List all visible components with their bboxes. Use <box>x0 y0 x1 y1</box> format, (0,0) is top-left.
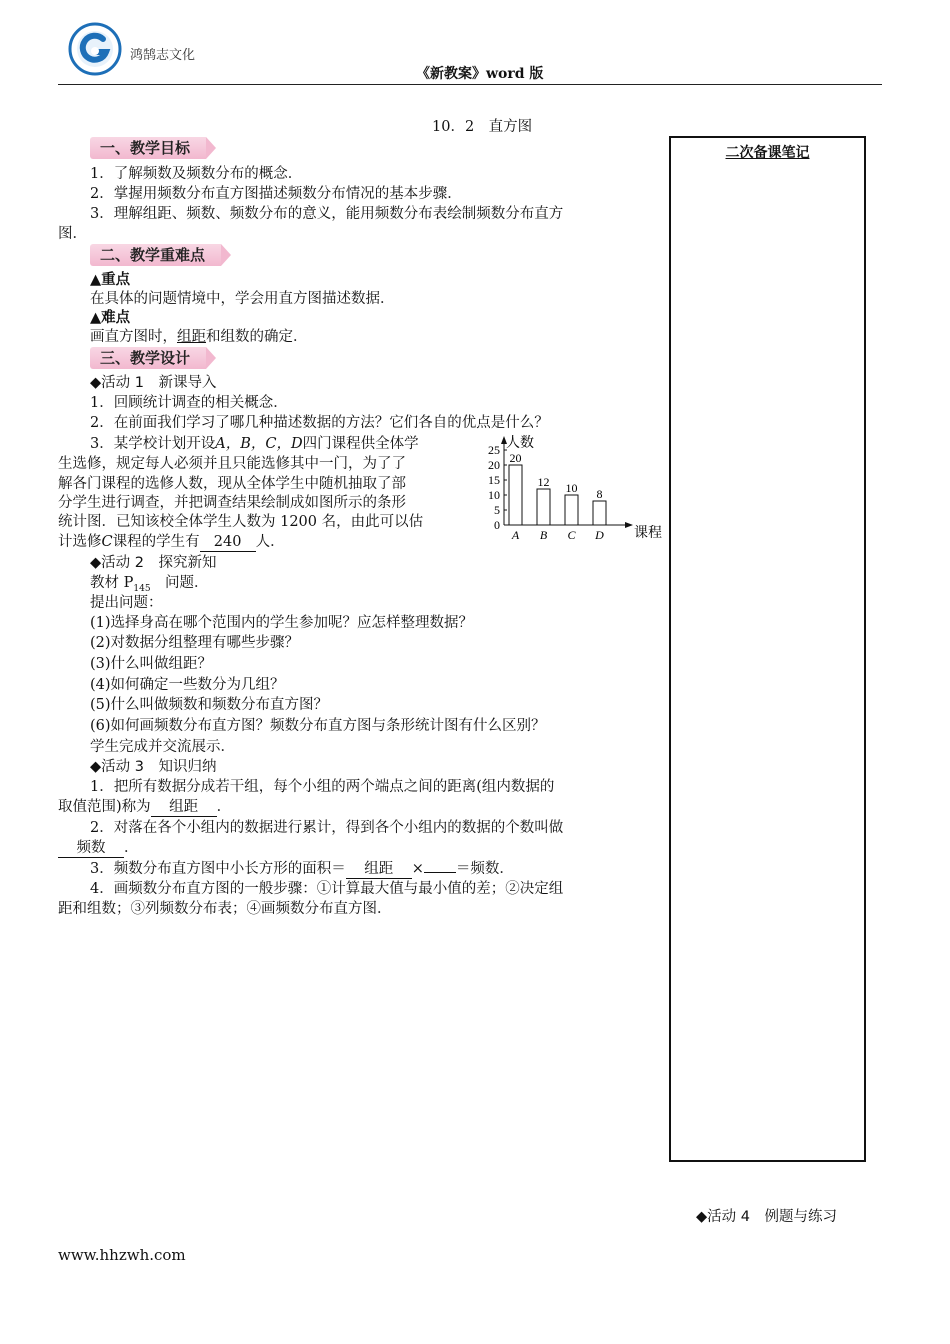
activity2-title: ◆活动 2 探究新知 <box>90 555 217 571</box>
goal-item: 图． <box>58 226 87 242</box>
bar <box>593 501 606 525</box>
x-tick-label: A <box>511 528 520 542</box>
section-heading-goals: 一、教学目标 <box>90 137 206 159</box>
ask-label: 提出问题： <box>90 595 163 611</box>
y-tick-label: 25 <box>488 443 500 457</box>
y-tick-label: 20 <box>488 458 500 472</box>
difficulty-label: ▲难点 <box>90 310 131 326</box>
x-tick-label: D <box>595 528 604 542</box>
answer-blank: 组距 <box>346 861 412 879</box>
activity1-q3-line: 分学生进行调查，并把调查结果绘制成如图所示的条形 <box>58 495 406 511</box>
y-tick-label: 10 <box>488 488 500 502</box>
summary-item: 频数 ． <box>58 838 139 858</box>
x-tick-label: B <box>539 528 548 542</box>
company-logo <box>68 22 122 76</box>
brand-name: 鸿鹄志文化 <box>130 48 196 63</box>
question-item: (1)选择身高在哪个范围内的学生参加呢？应怎样整理数据？ <box>90 615 474 631</box>
activity1-q1: 1．回顾统计调查的相关概念． <box>90 395 288 411</box>
focus-text: 在具体的问题情境中，学会用直方图描述数据． <box>90 291 395 307</box>
x-axis-arrow <box>625 522 633 528</box>
answer-blank: 频数 <box>58 840 124 858</box>
question-item: (2)对数据分组整理有哪些步骤？ <box>90 635 300 651</box>
activity3-title: ◆活动 3 知识归纳 <box>90 759 217 775</box>
question-item: (6)如何画频数分布直方图？频数分布直方图与条形统计图有什么区别？ <box>90 718 546 734</box>
bar <box>565 495 578 525</box>
goal-item: 2．掌握用频数分布直方图描述频数分布情况的基本步骤． <box>90 186 462 202</box>
summary-item: 1．把所有数据分成若干组，每个小组的两个端点之间的距离(组内数据的 <box>90 779 555 795</box>
goal-item: 1．了解频数及频数分布的概念． <box>90 166 303 182</box>
difficulty-text: 画直方图时，组距和组数的确定． <box>90 329 308 345</box>
summary-item: 4．画频数分布直方图的一般步骤：①计算最大值与最小值的差；②决定组 <box>90 881 564 897</box>
bar-value-label: 10 <box>565 481 578 495</box>
y-tick-label: 5 <box>494 503 500 517</box>
section-heading-design: 三、教学设计 <box>90 347 206 369</box>
activity1-q3-line: 生选修，规定每人必须并且只能选修其中一门，为了了 <box>58 456 406 472</box>
summary-item: 3．频数分布直方图中小长方形的面积＝ 组距 × ＝频数． <box>90 861 514 877</box>
answer-blank: 组距 <box>151 799 217 817</box>
activity1-q3-line: 统计图．已知该校全体学生人数为 1200 名，由此可以估 <box>58 514 424 530</box>
bar <box>537 489 550 525</box>
question-item: (5)什么叫做频数和频数分布直方图？ <box>90 697 329 713</box>
textbook-ref: 教材 $P_{145}$ 问题． <box>90 575 209 594</box>
notes-sidebar <box>669 136 866 1162</box>
answer-blank: 240 <box>200 534 256 552</box>
bar-value-label: 12 <box>537 475 550 489</box>
y-tick-label: 15 <box>488 473 500 487</box>
y-tick-label: 0 <box>494 518 500 532</box>
goal-item: 3．理解组距、频数、频数分布的意义，能用频数分布表绘制频数分布直方 <box>90 206 564 222</box>
lesson-title: 10．2 直方图 <box>432 119 533 135</box>
activity1-q3-line: 3．某学校计划开设A，B，C，D四门课程供全体学 <box>90 436 419 452</box>
bar-chart <box>480 432 662 547</box>
activity1-title: ◆活动 1 新课导入 <box>90 375 217 391</box>
activity1-q3-line: 解各门课程的选修人数，现从全体学生中随机抽取了部 <box>58 476 406 492</box>
activity1-q3-line: 计选修C课程的学生有 240 人． <box>58 534 285 550</box>
activity2-closing: 学生完成并交流展示． <box>90 739 235 755</box>
summary-item: 取值范围)称为 组距 ． <box>58 799 232 815</box>
x-tick-label: C <box>567 528 576 542</box>
header-divider <box>58 84 882 85</box>
activity1-q2: 2．在前面我们学习了哪几种描述数据的方法？它们各自的优点是什么？ <box>90 415 549 431</box>
footer-url: www.hhzwh.com <box>58 1246 186 1264</box>
question-item: (4)如何确定一些数分为几组？ <box>90 677 285 693</box>
document-title: 《新教案》word 版 <box>416 66 544 82</box>
answer-blank <box>424 872 456 873</box>
bar-value-label: 8 <box>596 487 603 501</box>
x-axis-label: 课程 <box>634 526 662 541</box>
summary-item: 距和组数；③列频数分布表；④画频数分布直方图． <box>58 901 392 917</box>
bar <box>509 465 522 525</box>
section-heading-key: 二、教学重难点 <box>90 244 221 266</box>
question-item: (3)什么叫做组距？ <box>90 656 213 672</box>
activity4-title: ◆活动 4 例题与练习 <box>696 1209 837 1225</box>
y-axis-label: 人数 <box>506 436 534 451</box>
sidebar-title: 二次备课笔记 <box>725 145 810 161</box>
bar-value-label: 20 <box>509 451 522 465</box>
focus-label: ▲重点 <box>90 272 131 288</box>
summary-item: 2．对落在各个小组内的数据进行累计，得到各个小组内的数据的个数叫做 <box>90 820 564 836</box>
